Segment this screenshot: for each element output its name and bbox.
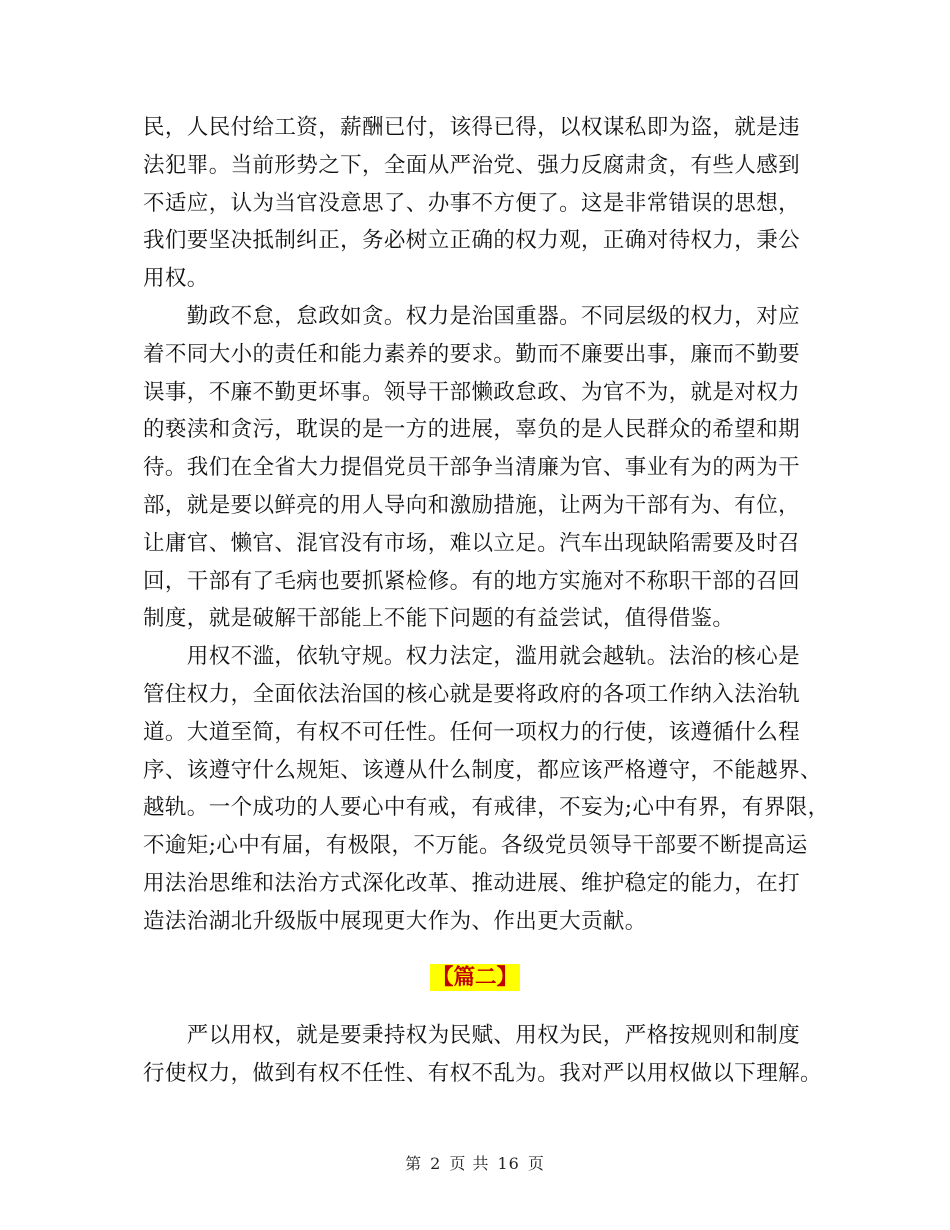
text-line: 部，就是要以鲜亮的用人导向和激励措施，让两为干部有为、有位， bbox=[143, 492, 801, 518]
page-footer bbox=[0, 1152, 950, 1176]
section-heading-label: 【篇二】 bbox=[431, 965, 518, 990]
text-line: 管住权力，全面依法治国的核心就是要将政府的各项工作纳入法治轨 bbox=[143, 681, 801, 707]
text-line: 我们要坚决抵制纠正，务必树立正确的权力观，正确对待权力，秉公 bbox=[143, 228, 801, 254]
text-line: 勤政不怠，怠政如贪。权力是治国重器。不同层级的权力，对应 bbox=[143, 303, 801, 329]
footer-middle: 页 共 bbox=[449, 1154, 490, 1173]
text-line: 越轨。一个成功的人要心中有戒，有戒律，不妄为;心中有界，有界限， bbox=[143, 795, 830, 821]
text-line: 不逾矩;心中有届，有极限，不万能。各级党员领导干部要不断提高运 bbox=[143, 833, 808, 859]
footer-suffix: 页 bbox=[527, 1154, 545, 1173]
text-line: 回，干部有了毛病也要抓紧检修。有的地方实施对不称职干部的召回 bbox=[143, 568, 801, 594]
section-heading bbox=[0, 961, 950, 995]
text-line: 道。大道至简，有权不可任性。任何一项权力的行使，该遵循什么程 bbox=[143, 719, 801, 745]
paragraph-2 bbox=[143, 298, 807, 638]
text-line: 严以用权，就是要秉持权为民赋、用权为民，严格按规则和制度 bbox=[143, 1023, 801, 1048]
footer-prefix: 第 bbox=[405, 1154, 423, 1173]
footer-total-pages: 16 bbox=[497, 1154, 520, 1173]
paragraph-1 bbox=[143, 109, 807, 298]
paragraph-4 bbox=[143, 1017, 822, 1093]
text-line: 用权不滥，依轨守规。权力法定，滥用就会越轨。法治的核心是 bbox=[143, 644, 801, 670]
text-line: 制度，就是破解干部能上不能下问题的有益尝试，值得借鉴。 bbox=[143, 606, 735, 632]
text-line: 待。我们在全省大力提倡党员干部争当清廉为官、事业有为的两为干 bbox=[143, 455, 801, 481]
text-line: 让庸官、懒官、混官没有市场，难以立足。汽车出现缺陷需要及时召 bbox=[143, 530, 801, 556]
text-line: 误事，不廉不勤更坏事。领导干部懒政怠政、为官不为，就是对权力 bbox=[143, 379, 801, 405]
footer-page-number: 2 bbox=[430, 1154, 442, 1173]
text-line: 造法治湖北升级版中展现更大作为、作出更大贡献。 bbox=[143, 908, 647, 934]
text-line: 民，人民付给工资，薪酬已付，该得已得，以权谋私即为盗，就是违 bbox=[143, 115, 801, 140]
paragraph-3 bbox=[143, 638, 830, 940]
body-text bbox=[143, 109, 830, 941]
text-line: 的亵渎和贪污，耽误的是一方的进展，辜负的是人民群众的希望和期 bbox=[143, 417, 801, 443]
text-line: 用权。 bbox=[143, 266, 209, 292]
text-line: 着不同大小的责任和能力素养的要求。勤而不廉要出事，廉而不勤要 bbox=[143, 341, 801, 367]
text-line: 法犯罪。当前形势之下，全面从严治党、强力反腐肃贪，有些人感到 bbox=[143, 152, 801, 178]
text-line: 用法治思维和法治方式深化改革、推动进展、维护稳定的能力，在打 bbox=[143, 870, 801, 896]
text-line: 行使权力，做到有权不任性、有权不乱为。我对严以用权做以下理解。 bbox=[143, 1060, 822, 1086]
body-text-section-2 bbox=[143, 1017, 822, 1093]
text-line: 序、该遵守什么规矩、该遵从什么制度，都应该严格遵守，不能越界、 bbox=[143, 757, 822, 783]
text-line: 不适应，认为当官没意思了、办事不方便了。这是非常错误的思想， bbox=[143, 190, 801, 216]
